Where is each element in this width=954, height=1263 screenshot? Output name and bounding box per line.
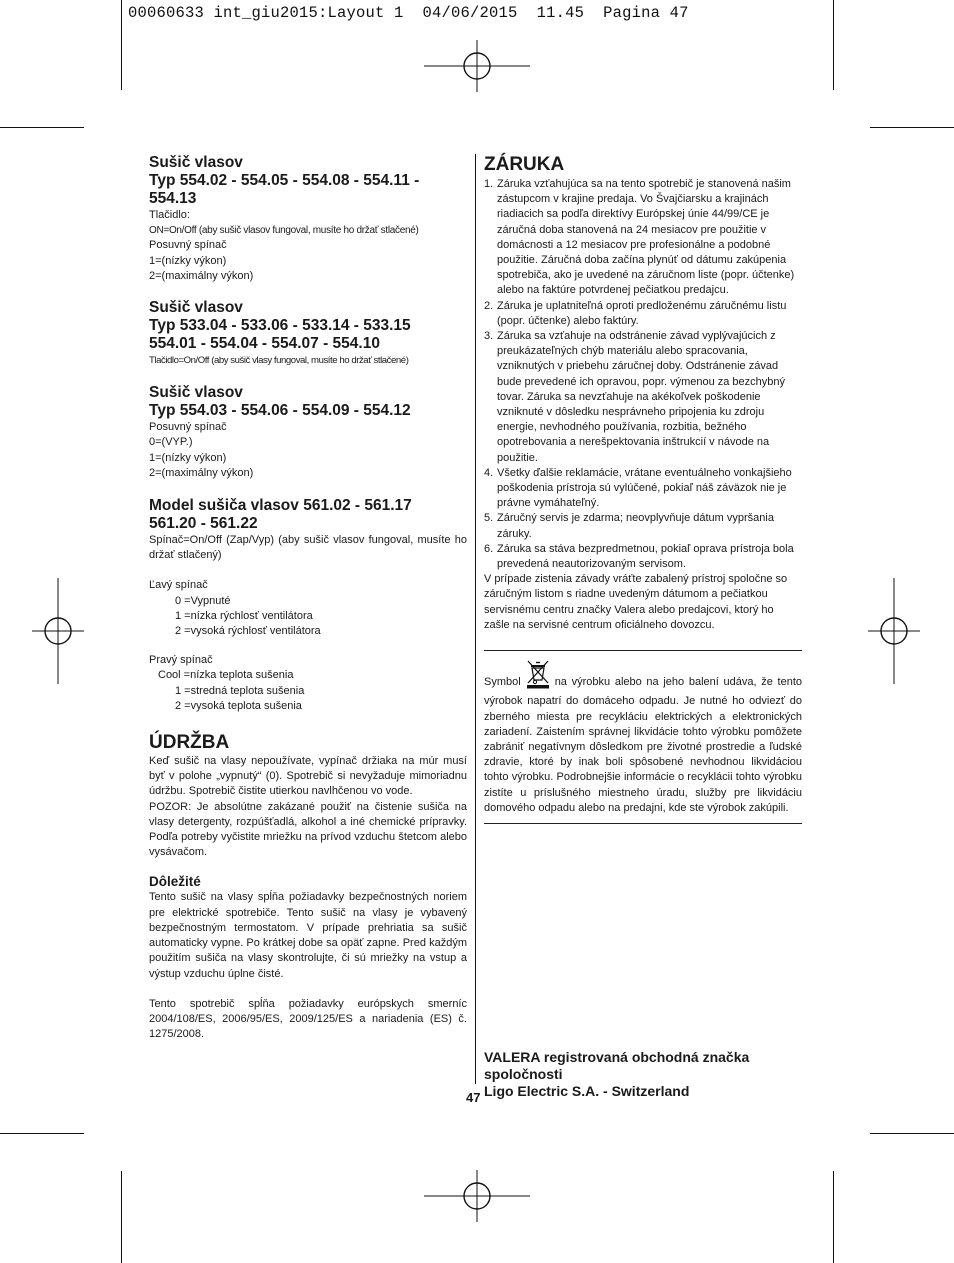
registration-mark-top: [424, 40, 530, 92]
section-maintenance: [149, 732, 467, 860]
page-number: 47: [466, 1090, 481, 1105]
section-hairdryer-1: [149, 154, 467, 284]
list-item: 1. Záruka vzťahujúca sa na tento spotrebič je stanovená našim zástupcom v krajine predaja. Vo Švajčiarsku a krajinách riadiacich sa podľa direktívy Európskej únie 44/99/CE je záručná doba stanovená na 24 mesiacov pre použitie v domácnosti a 12 mesiacov pre profesionálne a podobné použitie. Záručná doba začína plynúť od dátumu zakúpenia spotrebiča, ako je uvedené na záručnom liste (popr. účtenke) alebo na faktúre potvrdenej pečiatkou predajcu.: [484, 178, 795, 297]
registration-mark-left: [32, 578, 84, 684]
crop-mark: [833, 0, 834, 90]
right-column: [484, 154, 802, 824]
print-slug: 00060633 int_giu2015:Layout 1 04/06/2015 11.45 Pagina 47: [128, 4, 689, 22]
list-item: 5. Záručný servis je zdarma; neovplyvňuje dátum vypršania záruky.: [484, 512, 774, 540]
section-title: Sušič vlasov Typ 554.02 - 554.05 - 554.08 - 554.11 - 554.13: [149, 154, 420, 207]
maintenance-warning: POZOR: Je absolútne zakázané použiť na čistenie sušiča na vlasy detergenty, rozpúšťadlá, alkohol a iné chemické prípravky. Podľa potreby vyčistite mriežku na prívod vzduchu štetcom alebo vysávačom.: [149, 800, 467, 859]
maintenance-title: ÚDRŽBA: [149, 732, 230, 754]
list-item: 2. Záruka je uplatniteľná oproti predloženému záručnému listu (popr. účtenke) alebo faktúry.: [484, 299, 787, 327]
registration-mark-bottom: [424, 1170, 530, 1222]
directives-paragraph: Tento spotrebič spĺňa požiadavky európskych smerníc 2004/108/ES, 2006/95/ES, 2009/125/ES a nariadenia (ES) č. 1275/2008.: [149, 997, 467, 1041]
crop-mark: [0, 127, 84, 128]
section-body: Tlačidlo=On/Off (aby sušič vlasy fungoval, musíte ho držať stlačené): [149, 355, 409, 367]
list-item: 4. Všetky ďalšie reklamácie, vrátane eventuálneho vonkajšieho poškodenia prístroja sú vylúčené, pokiaľ náš záväzok nie je právne vymáhateľný.: [484, 466, 792, 510]
warranty-title: ZÁRUKA: [484, 154, 565, 175]
important-title: Dôležité: [149, 874, 201, 890]
list-item: 3. Záruka sa vzťahuje na odstránenie závad vyplývajúcich z preukázateľných chýb materiálu alebo spracovania, vzniknutých v priebehu záručnej doby. Odstránenie závad bude prevedené ich opravou, popr. výmenou za bezchybný tovar. Záruka sa nevzťahuje na akékoľvek poškodenie vzniknuté v dôsledku nesprávneho pripojenia ku zdroju energie, nevhodného používania, rozbitia, bežného opotrebovania a nerešpektovania inštrukcií v návode na použitie.: [484, 330, 786, 464]
registration-mark-right: [868, 578, 920, 684]
crop-mark: [121, 1171, 122, 1263]
section-intro: Spínač=On/Off (Zap/Vyp) (aby sušič vlasov fungoval, musíte ho držať stlačený): [149, 534, 467, 562]
maintenance-paragraph: Keď sušič na vlasy nepoužívate, vypínač držiaka na múr musí byť v polohe „vypnutý“ (0). Spotrebič si nevyžaduje mimoriadnu údržbu. Spotrebič čistite utierkou navlhčenou vo vode.: [149, 755, 467, 798]
list-item: 6. Záruka sa stáva bezpredmetnou, pokiaľ oprava prístroja bola prevedená neautorizovaným servisom.: [484, 542, 794, 571]
right-switch-block: Pravý spínač Cool =nízka teplota sušenia 1 =stredná teplota sušenia 2 =vysoká teplota sušenia: [149, 654, 305, 712]
crossed-out-wheelie-bin-icon: [525, 659, 551, 694]
left-column: [149, 154, 467, 1042]
section-title: Model sušiča vlasov 561.02 - 561.17 561.20 - 561.22: [149, 497, 412, 533]
left-switch-block: Ľavý spínač 0 =Vypnuté 1 =nízka rýchlosť ventilátora 2 =vysoká rýchlosť ventilátora: [149, 579, 321, 638]
section-body: Tlačidlo: ON=On/Off (aby sušič vlasov fungoval, musíte ho držať stlačené) Posuvný spínač 1=(nízky výkon) 2=(maximálny výkon): [149, 209, 419, 282]
crop-mark: [121, 0, 122, 90]
divider-rule: [484, 650, 802, 651]
weee-notice: Symbol na výrobku alebo na jeho balení udáva, že tento výrobok napatrí do domáceho odpadu. Je nutné ho odviezť do zberného miesta pre recykláciu elektrických a elektronických zariadení. Zaistením správnej likvidácie tohto výrobku pomôžete zabrániť negatívnym dôsledkom pre životné prostredie a ľudské zdravie, ktoré by inak boli spôsobené nevhodnou likvidáciou tohto výrobku. Podrobnejšie informácie o recyklácii tohto výrobku zistíte u príslušného miestneho úradu, služby pre likvidáciu domového odpadu alebo na predajni, kde ste výrobok zakúpili.: [484, 659, 802, 816]
divider-rule: [484, 823, 802, 824]
important-paragraph: Tento sušič na vlasy spĺňa požiadavky bezpečnostných noriem pre elektrické spotrebiče. Tento sušič na vlasy je vybavený bezpečnostným termostatom. V prípade prehriatia sa sušič automaticky vypne. Po krátkej dobe sa opäť zapne. Pred každým použitím sušiča na vlasy skontrolujte, či sú mriežky na vstup a výstup vzduchu úplne čisté.: [149, 891, 467, 980]
section-important: [149, 874, 467, 1042]
section-title: Sušič vlasov Typ 554.03 - 554.06 - 554.09 - 554.12: [149, 384, 411, 420]
section-hairdryer-2: [149, 299, 467, 368]
crop-mark: [0, 1133, 84, 1134]
crop-mark: [870, 127, 954, 128]
trademark-note: VALERA registrovaná obchodná značka spoločnosti Ligo Electric S.A. - Switzerland: [484, 1049, 750, 1099]
section-hairdryer-model: [149, 497, 467, 714]
warranty-list: [484, 177, 802, 572]
section-body: Posuvný spínač 0=(VYP.) 1=(nízky výkon) 2=(maximálny výkon): [149, 421, 254, 479]
section-hairdryer-3: [149, 384, 467, 481]
crop-mark: [833, 1171, 834, 1263]
warranty-closing: V prípade zistenia závady vráťte zabalený prístroj spoločne so záručným listom s riadne uvedeným dátumom a pečiatkou servisnému centru značky Valera alebo predajcovi, ktorý ho zašle na servisné centrum oficiálneho dovozcu.: [484, 573, 788, 631]
section-title: Sušič vlasov Typ 533.04 - 533.06 - 533.14 - 533.15 554.01 - 554.04 - 554.07 - 554.10: [149, 299, 411, 353]
column-divider: [475, 154, 476, 1084]
crop-mark: [870, 1133, 954, 1134]
